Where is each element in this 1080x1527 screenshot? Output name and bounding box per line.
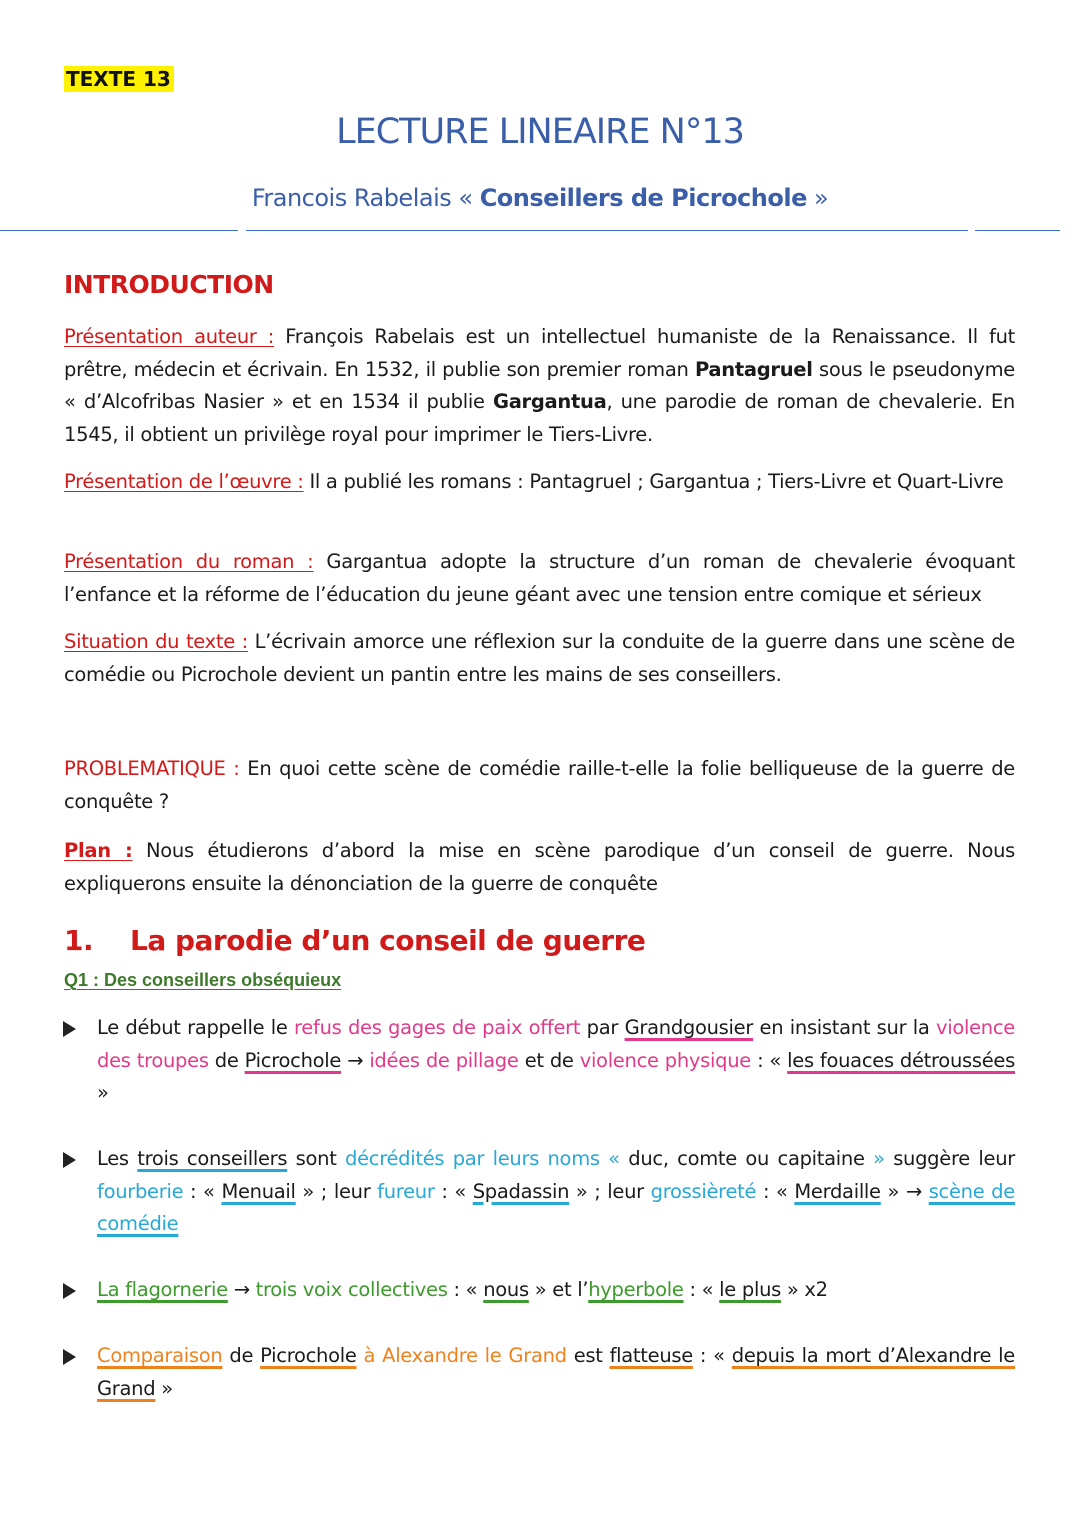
bullet-text: » [97, 1081, 109, 1104]
highlighted-phrase: décrédités par leurs noms « [345, 1147, 620, 1170]
bullet-text [357, 1344, 364, 1367]
divider-left [0, 230, 238, 231]
highlighted-phrase: trois voix collectives [255, 1278, 448, 1301]
underlined-word: trois conseillers [137, 1147, 288, 1170]
bold-title: Gargantua [492, 390, 607, 413]
underlined-word: flatteuse [609, 1344, 693, 1367]
highlighted-phrase: à Alexandre le Grand [363, 1344, 567, 1367]
plan-paragraph [64, 835, 1015, 900]
bullet-text: Le début rappelle le [97, 1016, 295, 1039]
subtitle-suffix: » [806, 184, 829, 212]
highlighted-phrase: fureur [377, 1179, 435, 1203]
bullet-text: » [155, 1376, 173, 1400]
underlined-quote: les fouaces détroussées [787, 1048, 1015, 1072]
bullet-text: : « [692, 1344, 732, 1367]
bullet-text: par [580, 1016, 625, 1039]
highlighted-phrase: grossièreté [650, 1179, 757, 1203]
arrow-bullet-icon [63, 1349, 76, 1365]
bullet-item [97, 1012, 1015, 1110]
bullet-text: : « [750, 1048, 788, 1072]
bullet-text: : « [183, 1179, 222, 1203]
bullet-item [97, 1274, 1015, 1307]
problematique-label: PROBLEMATIQUE : [64, 757, 240, 780]
highlighted-phrase: » [873, 1147, 885, 1170]
presentation-auteur-label: Présentation auteur : [64, 325, 275, 348]
arrow-bullet-icon [63, 1152, 76, 1168]
bullet-text: sont [287, 1147, 345, 1170]
page-subtitle [0, 184, 1080, 212]
section-title: La parodie d’un conseil de guerre [130, 924, 646, 957]
presentation-oeuvre-label: Présentation de l’œuvre : [64, 470, 304, 493]
underlined-word: Menuail [221, 1179, 296, 1203]
arrow-bullet-icon [63, 1283, 76, 1299]
bullet-text: suggère leur [884, 1147, 1015, 1170]
presentation-roman-label: Présentation du roman : [64, 550, 314, 573]
bullet-text: » ; leur [569, 1179, 651, 1203]
bullet-text: → [227, 1278, 256, 1301]
underlined-word: Merdaille [794, 1179, 881, 1203]
bullet-text: » → [880, 1179, 929, 1203]
bullet-text: de [222, 1344, 261, 1367]
bullet-text: → [341, 1048, 370, 1072]
paragraph-text: Gargantua adopte la structure d’un roman de chevalerie évoquant l’enfance et la réforme de l’éducation du jeune géant avec une tension entre comique et sérieux [64, 550, 1015, 606]
underlined-word: La flagornerie [97, 1278, 228, 1301]
underlined-word: Picrochole [260, 1344, 357, 1367]
introduction-heading: INTRODUCTION [64, 270, 274, 299]
presentation-roman-paragraph [64, 546, 1015, 611]
page-title: LECTURE LINEAIRE N°13 [336, 112, 744, 152]
subtitle-prefix: Francois Rabelais « [251, 184, 480, 212]
underlined-word: nous [483, 1278, 529, 1301]
presentation-oeuvre-paragraph [64, 466, 1015, 499]
problematique-paragraph [64, 753, 1015, 818]
highlighted-phrase: violence physique [579, 1048, 751, 1072]
paragraph-text: Il a publié les romans : Pantagruel ; Gargantua ; Tiers-Livre et Quart-Livre [303, 470, 1004, 493]
presentation-auteur-paragraph [64, 321, 1015, 451]
divider-center [246, 230, 968, 231]
situation-texte-paragraph [64, 626, 1015, 691]
bullet-text: : « [683, 1278, 720, 1301]
bullet-text: duc, comte ou capitaine [619, 1147, 874, 1170]
situation-texte-label: Situation du texte : [64, 630, 248, 653]
bullet-text: : « [756, 1179, 795, 1203]
highlighted-phrase: fourberie [97, 1179, 184, 1203]
bullet-text: de [208, 1048, 245, 1072]
bullet-item [97, 1340, 1015, 1405]
underlined-word: Picrochole [244, 1048, 342, 1072]
subtitle-work-title: Conseillers de Picrochole [479, 184, 807, 212]
underlined-word: Grandgousier [624, 1016, 754, 1039]
bold-title: Pantagruel [694, 357, 813, 381]
paragraph-text: sous le pseudonyme « d’Alcofribas Nasier » et en 1534 il publie [64, 357, 1016, 413]
highlighted-phrase: idées de pillage [369, 1048, 519, 1072]
section-number: 1. [64, 924, 94, 957]
bullet-text: » x2 [780, 1278, 828, 1301]
underlined-word: le plus [719, 1278, 781, 1301]
bullet-text: : « [447, 1278, 484, 1301]
bullet-item [97, 1143, 1015, 1241]
bullet-text: et de [518, 1048, 580, 1072]
section-heading [64, 924, 645, 957]
bullet-text: en insistant sur la [753, 1016, 936, 1039]
paragraph-text: François Rabelais est un intellectuel humaniste de la Renaissance. Il fut prêtre, médecin et écrivain. En 1532, il publie son premier roman [64, 325, 1015, 381]
bullet-text: » ; leur [295, 1179, 378, 1203]
underlined-word: hyperbole [588, 1278, 684, 1301]
arrow-bullet-icon [63, 1021, 76, 1037]
bullet-text: : « [434, 1179, 473, 1203]
paragraph-text: , une parodie de roman de chevalerie. En 1545, il obtient un privilège royal pour imprimer le Tiers-Livre. [64, 390, 1015, 446]
paragraph-text: Nous étudierons d’abord la mise en scène parodique d’un conseil de guerre. Nous expliquerons ensuite la dénonciation de la guerre de conquête [64, 839, 1015, 895]
bullet-text: » et l’ [528, 1278, 589, 1301]
underlined-word: Spadassin [472, 1179, 570, 1203]
underlined-conclusion: scène de comédie [97, 1179, 1015, 1235]
underlined-quote: depuis la mort d’Alexandre le Grand [97, 1344, 1015, 1400]
subsection-heading: Q1 : Des conseillers obséquieux [64, 970, 342, 990]
paragraph-text: L’écrivain amorce une réflexion sur la conduite de la guerre dans une scène de comédie ou Picrochole devient un pantin entre les mains de ses conseillers. [64, 630, 1015, 686]
highlighted-phrase: refus des gages de paix offert [294, 1016, 581, 1039]
highlighted-phrase: violence des troupes [97, 1016, 1015, 1072]
bullet-text: est [566, 1344, 610, 1367]
bullet-text: Les [97, 1147, 138, 1170]
text-number-tag: TEXTE 13 [64, 66, 174, 92]
underlined-word: Comparaison [97, 1344, 223, 1367]
plan-label: Plan : [64, 839, 133, 862]
paragraph-text: En quoi cette scène de comédie raille-t-elle la folie belliqueuse de la guerre de conquête ? [64, 757, 1015, 813]
divider-right [975, 230, 1060, 231]
